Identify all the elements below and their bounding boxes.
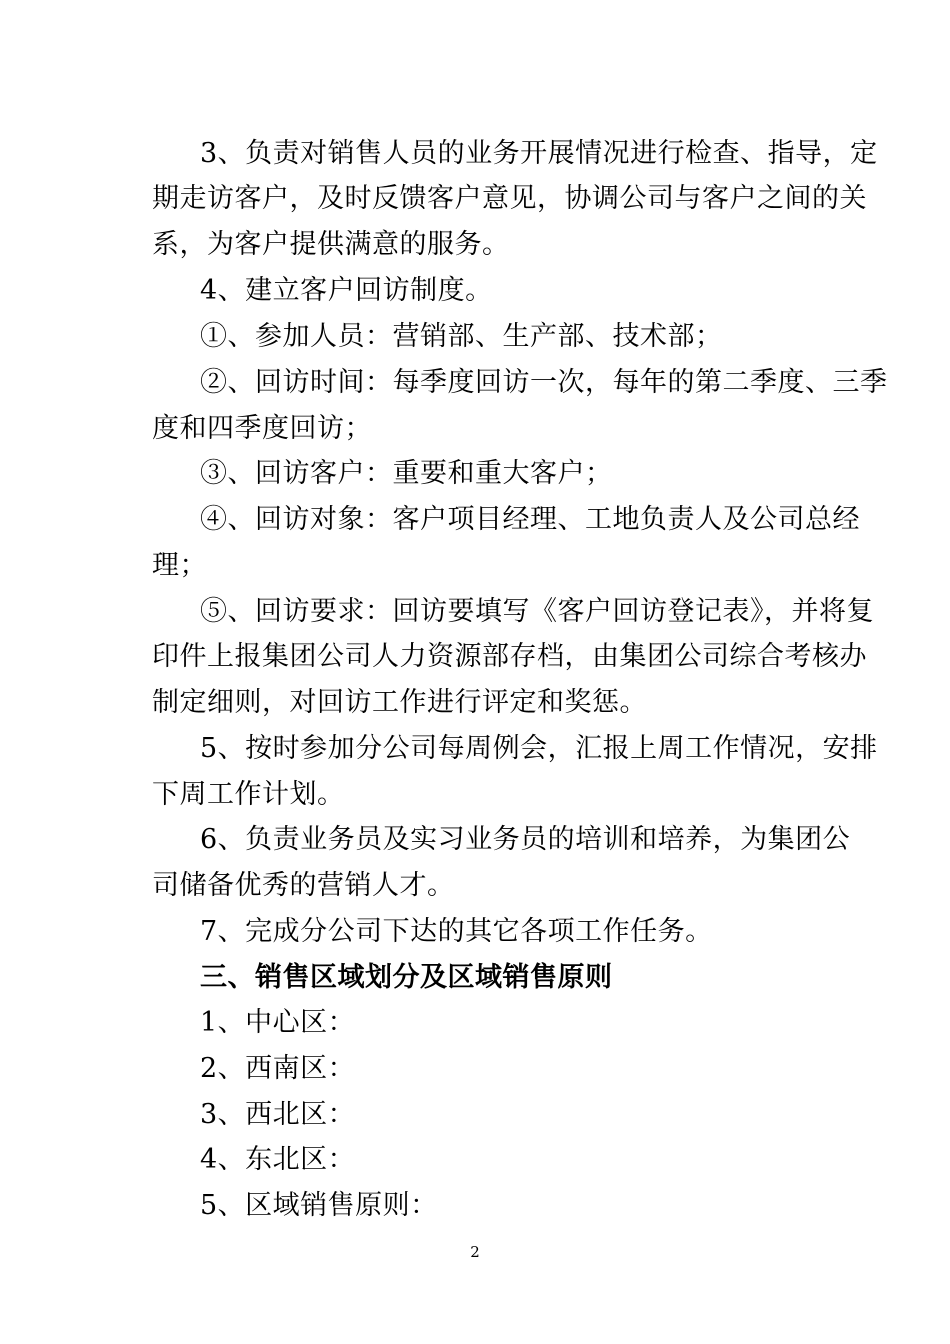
paragraph-line: 度和四季度回访；	[152, 413, 372, 444]
page-number: 2	[470, 1243, 480, 1261]
paragraph-line: 3、负责对销售人员的业务开展情况进行检查、指导，定	[200, 138, 878, 169]
paragraph-line: ⑤、回访要求：回访要填写《客户回访登记表》，并将复	[200, 596, 874, 627]
paragraph-line: 制定细则，对回访工作进行评定和奖惩。	[152, 687, 647, 718]
paragraph-line: ③、回访客户：重要和重大客户；	[200, 458, 613, 489]
paragraph-line: 下周工作计划。	[152, 779, 345, 810]
list-item: 4、东北区：	[200, 1144, 356, 1175]
paragraph-line: 理；	[152, 550, 207, 581]
paragraph-line: ①、参加人员：营销部、生产部、技术部；	[200, 321, 723, 352]
list-item: 5、区域销售原则：	[200, 1190, 438, 1221]
paragraph-line: 司储备优秀的营销人才。	[152, 870, 455, 901]
paragraph-line: ②、回访时间：每季度回访一次，每年的第二季度、三季	[200, 367, 888, 398]
paragraph-line: 5、按时参加分公司每周例会，汇报上周工作情况，安排	[200, 733, 878, 764]
paragraph-line: 印件上报集团公司人力资源部存档，由集团公司综合考核办	[152, 641, 867, 672]
section-heading: 三、销售区域划分及区域销售原则	[200, 962, 613, 993]
paragraph-line: 期走访客户，及时反馈客户意见，协调公司与客户之间的关	[152, 183, 867, 214]
paragraph-line: 4、建立客户回访制度。	[200, 275, 493, 306]
paragraph-line: ④、回访对象：客户项目经理、工地负责人及公司总经	[200, 504, 860, 535]
paragraph-line: 系，为客户提供满意的服务。	[152, 229, 510, 260]
list-item: 2、西南区：	[200, 1053, 356, 1084]
paragraph-line: 7、完成分公司下达的其它各项工作任务。	[200, 916, 713, 947]
paragraph-line: 6、负责业务员及实习业务员的培训和培养，为集团公	[200, 824, 851, 855]
list-item: 1、中心区：	[200, 1007, 356, 1038]
list-item: 3、西北区：	[200, 1099, 356, 1130]
